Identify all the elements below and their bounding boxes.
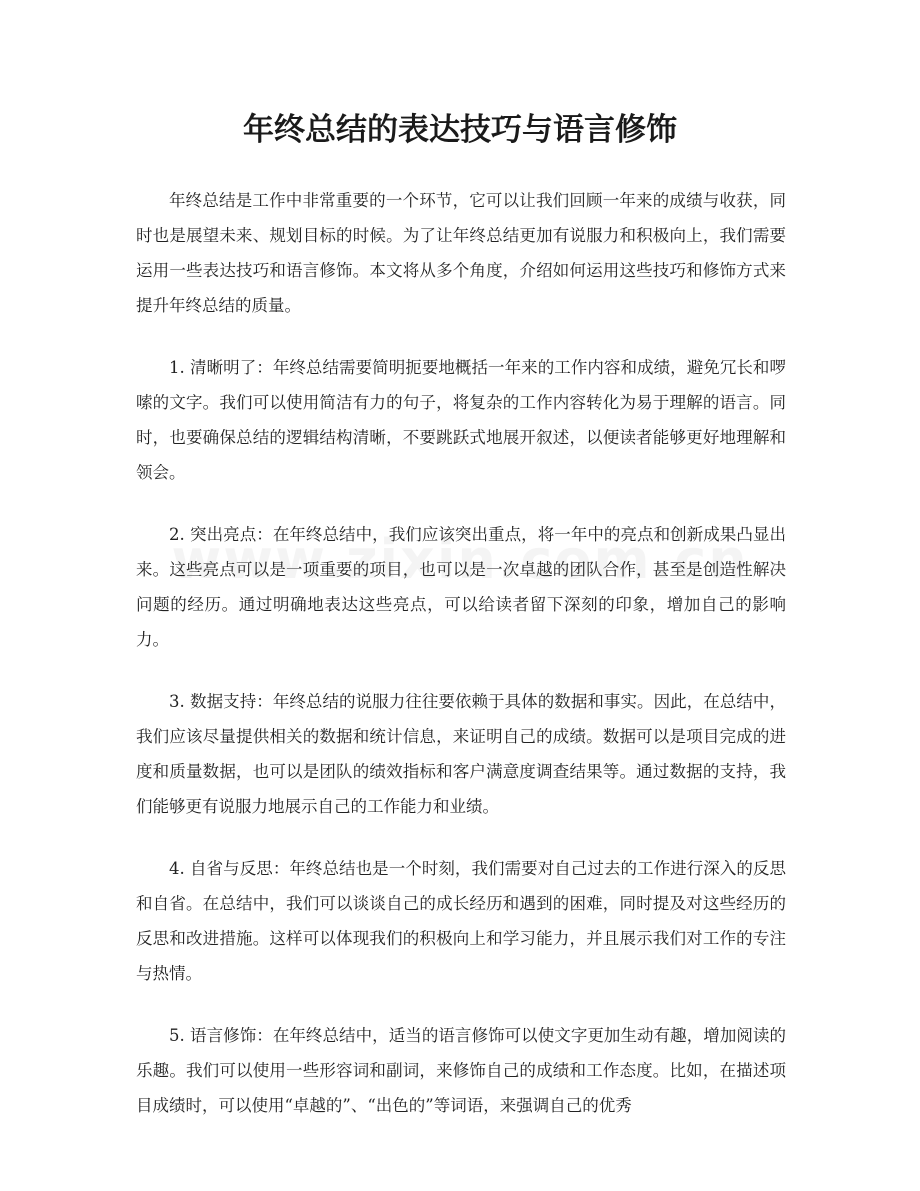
paragraph-reflection: 4. 自省与反思：年终总结也是一个时刻，我们需要对自己过去的工作进行深入的反思和自省。在总结中，我们可以谈谈自己的成长经历和遇到的困难，同时提及对这些经历的反思和改进措施。这样可以体现我们的积极向上和学习能力，并且展示我们对工作的专注与热情。 [136, 859, 786, 983]
document-title: 年终总结的表达技巧与语言修饰 [243, 112, 677, 148]
document-body [136, 183, 786, 1150]
paragraph-highlights: 2. 突出亮点：在年终总结中，我们应该突出重点，将一年中的亮点和创新成果凸显出来。这些亮点可以是一项重要的项目，也可以是一次卓越的团队合作，甚至是创造性解决问题的经历。通过明确地表达这些亮点，可以给读者留下深刻的印象，增加自己的影响力。 [136, 525, 786, 649]
intro-paragraph: 年终总结是工作中非常重要的一个环节，它可以让我们回顾一年来的成绩与收获，同时也是展望未来、规划目标的时候。为了让年终总结更加有说服力和积极向上，我们需要运用一些表达技巧和语言修饰。本文将从多个角度，介绍如何运用这些技巧和修饰方式来提升年终总结的质量。 [136, 191, 786, 315]
paragraph-clarity: 1. 清晰明了：年终总结需要简明扼要地概括一年来的工作内容和成绩，避免冗长和啰嗦的文字。我们可以使用简洁有力的句子，将复杂的工作内容转化为易于理解的语言。同时，也要确保总结的逻辑结构清晰，不要跳跃式地展开叙述，以便读者能够更好地理解和领会。 [136, 358, 786, 482]
paragraph-data-support: 3. 数据支持：年终总结的说服力往往要依赖于具体的数据和事实。因此，在总结中，我们应该尽量提供相关的数据和统计信息，来证明自己的成绩。数据可以是项目完成的进度和质量数据，也可以是团队的绩效指标和客户满意度调查结果等。通过数据的支持，我们能够更有说服力地展示自己的工作能力和业绩。 [136, 692, 786, 816]
paragraph-language: 5. 语言修饰：在年终总结中，适当的语言修饰可以使文字更加生动有趣，增加阅读的乐趣。我们可以使用一些形容词和副词，来修饰自己的成绩和工作态度。比如，在描述项目成绩时，可以使用“卓越的”、“出色的”等词语，来强调自己的优秀 [136, 1026, 786, 1115]
